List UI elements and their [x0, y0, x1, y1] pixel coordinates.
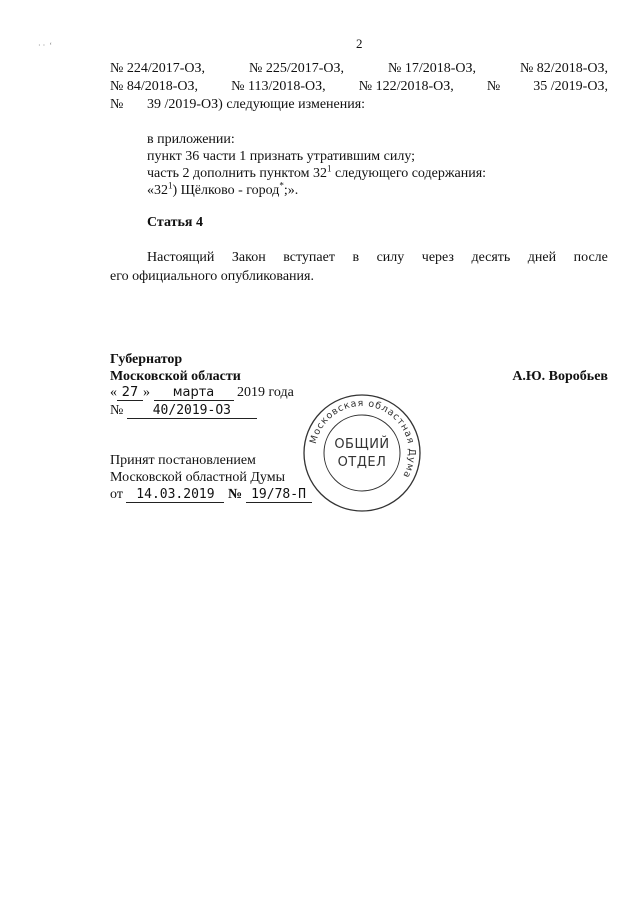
law-number-line: № 40/2019-ОЗ [110, 402, 257, 419]
body-line: «$32^1$) Щёлково - город*;». [147, 180, 299, 198]
article-paragraph [110, 248, 608, 286]
adoption-date: 14.03.2019 [126, 487, 224, 503]
signer-title-line-2: Московской области [110, 369, 241, 384]
page-number: 2 [356, 36, 363, 51]
law-ref-number-sign: № [110, 97, 124, 112]
article-heading: Статья 4 [147, 215, 203, 230]
scan-speck: · · ʻ [38, 41, 52, 50]
date-day: 27 [117, 385, 143, 401]
paragraph-word: Закон [231, 250, 266, 265]
stamp-center-line-2: ОТДЕЛ [337, 455, 387, 470]
law-ref: № 122/2018-ОЗ, [358, 79, 454, 94]
adoption-line-1: Принят постановлением [110, 453, 256, 468]
law-ref: № [486, 79, 501, 94]
body-line: пункт 36 части 1 признать утратившим силу; [147, 149, 416, 164]
law-ref: № 225/2017-ОЗ, [248, 61, 345, 76]
paragraph-word: через [421, 250, 454, 265]
paragraph-word: силу [376, 250, 405, 265]
paragraph-word: дней [527, 250, 557, 265]
footnote-star: * [279, 180, 284, 191]
body-line: часть 2 дополнить пунктом $32^1$ следующего содержания: [147, 163, 487, 181]
law-ref: № 224/2017-ОЗ, [110, 61, 206, 76]
stamp-outer-ring [304, 395, 420, 511]
law-number: 40/2019-ОЗ [127, 403, 257, 419]
stamp-inner-ring [324, 415, 400, 491]
signer-name: А.Ю. Воробьев [512, 369, 608, 384]
adoption-number: 19/78-П [246, 487, 312, 503]
round-stamp [301, 392, 423, 514]
signer-title-line-1: Губернатор [110, 352, 183, 367]
superscript: 1 [327, 163, 332, 174]
paragraph-word: вступает [283, 250, 335, 265]
signing-date: « 27 » марта 2019 года [110, 385, 294, 400]
superscript: 1 [168, 180, 173, 191]
date-year: 2019 года [237, 385, 294, 400]
law-ref: № 82/2018-ОЗ, [519, 61, 608, 76]
law-ref: 35 /2019-ОЗ, [533, 79, 608, 94]
paragraph-word: в [352, 250, 360, 265]
law-ref: № 113/2018-ОЗ, [231, 79, 326, 94]
law-refs-row-1 [110, 60, 608, 77]
law-ref: № 84/2018-ОЗ, [110, 79, 199, 94]
adoption-line-3: от 14.03.2019 № 19/78-П [110, 486, 312, 503]
law-ref: № 17/2018-ОЗ, [387, 61, 477, 76]
paragraph-word: Настоящий [147, 250, 215, 265]
date-month: марта [154, 385, 234, 401]
paragraph-word: после [573, 250, 608, 265]
adoption-line-2: Московской областной Думы [110, 470, 285, 485]
stamp-center-line-1: ОБЩИЙ [334, 437, 390, 452]
law-refs-row-2 [110, 78, 608, 95]
paragraph-word: десять [471, 250, 511, 265]
stamp-ring-text: Московская областная Дума [307, 397, 418, 481]
body-line: в приложении: [147, 132, 235, 147]
law-ref-final: 39 /2019-ОЗ) следующие изменения: [147, 97, 366, 112]
paragraph-second-line: его официального опубликования. [110, 269, 314, 284]
paragraph-first-line [110, 248, 608, 267]
